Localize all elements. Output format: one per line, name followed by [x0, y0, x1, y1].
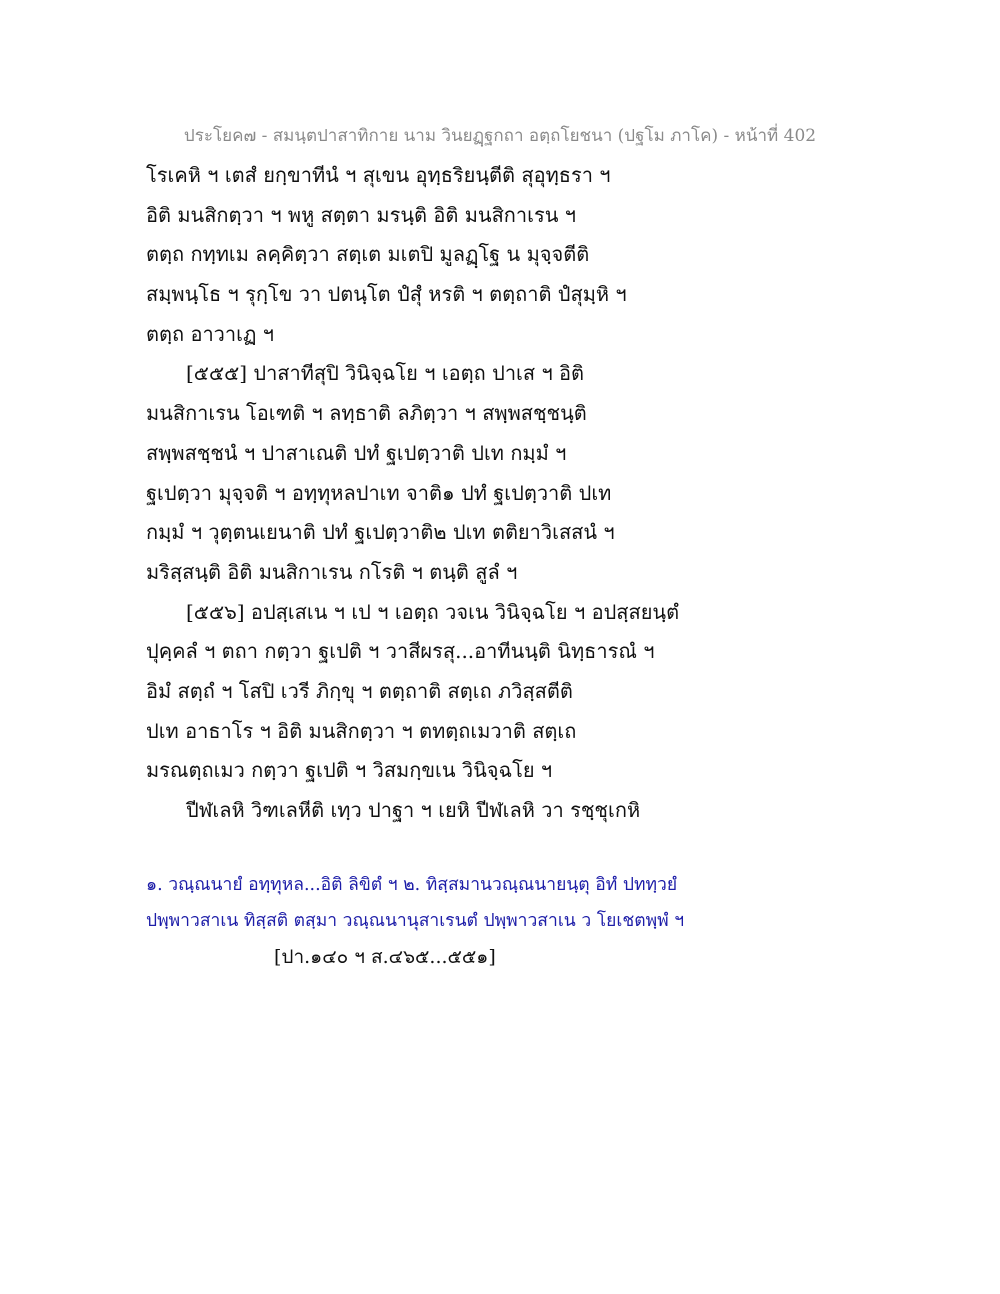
text-line: กมฺมํ ฯ วุตฺตนเยนาติ ปทํ ฐเปตฺวาติ๒ ปเท ตติยาวิเสสนํ ฯ	[146, 520, 615, 545]
text-line: ตตฺถ กทฺทเม ลคฺคิตฺวา สตฺเต มเตปิ มูลฏฺโฐ น มุจฺจตีติ	[146, 242, 590, 267]
text-line: ตตฺถ อาวาเฏ ฯ	[146, 321, 274, 346]
paragraph-start-line: [๕๕๖] อปสฺเสเน ฯ เป ฯ เอตฺถ วจเน วินิจฺฉโย ฯ อปสฺสยนฺตํ	[186, 599, 680, 624]
page-reference: [ปา.๑๔๐ ฯ ส.๔๖๕...๕๕๑]	[274, 946, 496, 968]
text-line: ฐเปตฺวา มุจฺจติ ฯ อทฺทุหลปาเท จาติ๑ ปทํ ฐเปตฺวาติ ปเท	[146, 480, 612, 505]
footnote-line: ปพฺพาวสาเน ทิสฺสติ ตสฺมา วณฺณนานุสาเรนตํ ปพฺพาวสาเน ว โยเชตพฺพํ ฯ	[146, 911, 685, 931]
text-line: อิมํ สตฺถํ ฯ โสปิ เวรี ภิกฺขุ ฯ ตตฺถาติ สตฺเถ ภวิสฺสตีติ	[146, 678, 573, 703]
paragraph-start-line: ปีฬเลหิ วิฑเลหีติ เทฺว ปาฐา ฯ เยหิ ปีฬเลหิ วา รชฺชุเกหิ	[186, 798, 641, 822]
text-line: สมฺพนฺโธ ฯ รุกฺโข วา ปตนฺโต ปํสุํ หรติ ฯ ตตฺถาติ ปํสุมฺหิ ฯ	[146, 282, 627, 307]
text-line: ปุคฺคลํ ฯ ตถา กตฺวา ฐเปติ ฯ วาสีผรสุ...อาทีนนฺติ นิทฺธารณํ ฯ	[146, 639, 655, 664]
text-line: มนสิกาเรน โอเฑติ ฯ ลทฺธาติ ลภิตฺวา ฯ สพฺพสชฺชนฺติ	[146, 401, 587, 426]
footnotes	[146, 867, 866, 975]
body-text	[146, 156, 866, 831]
text-line: โรเคหิ ฯ เตสํ ยกฺขาทีนํ ฯ สุเขน อุทฺธริยนฺตีติ สุอุทฺธรา ฯ	[146, 163, 611, 187]
paragraph-start-line: [๕๕๕] ปาสาทีสุปิ วินิจฺฉโย ฯ เอตฺถ ปาเส ฯ อิติ	[186, 361, 585, 386]
text-line: มริสฺสนฺติ อิติ มนสิกาเรน กโรติ ฯ ตนฺติ สูลํ ฯ	[146, 559, 518, 584]
text-line: ปเท อาธาโร ฯ อิติ มนสิกตฺวา ฯ ตทตฺถเมวาติ สตฺเถ	[146, 718, 577, 743]
footnote-line: ๑. วณฺณนายํ อทฺทุหล...อิติ ลิขิตํ ฯ ๒. ทิสฺสมานวณฺณนายนฺตุ อิทํ ปททฺวยํ	[146, 875, 678, 895]
page-header: ประโยค๗ - สมนฺตปาสาทิกาย นาม วินยฏฺฐกถา อตฺถโยชนา (ปฐโม ภาโค) - หน้าที่ 402	[183, 126, 817, 146]
text-line: อิติ มนสิกตฺวา ฯ พหู สตฺตา มรนฺติ อิติ มนสิกาเรน ฯ	[146, 202, 576, 227]
text-line: มรณตฺถเมว กตฺวา ฐเปติ ฯ วิสมกฺขเน วินิจฺฉโย ฯ	[146, 758, 553, 783]
text-line: สพฺพสชฺชนํ ฯ ปาสาเณติ ปทํ ฐเปตฺวาติ ปเท กมฺมํ ฯ	[146, 440, 567, 465]
